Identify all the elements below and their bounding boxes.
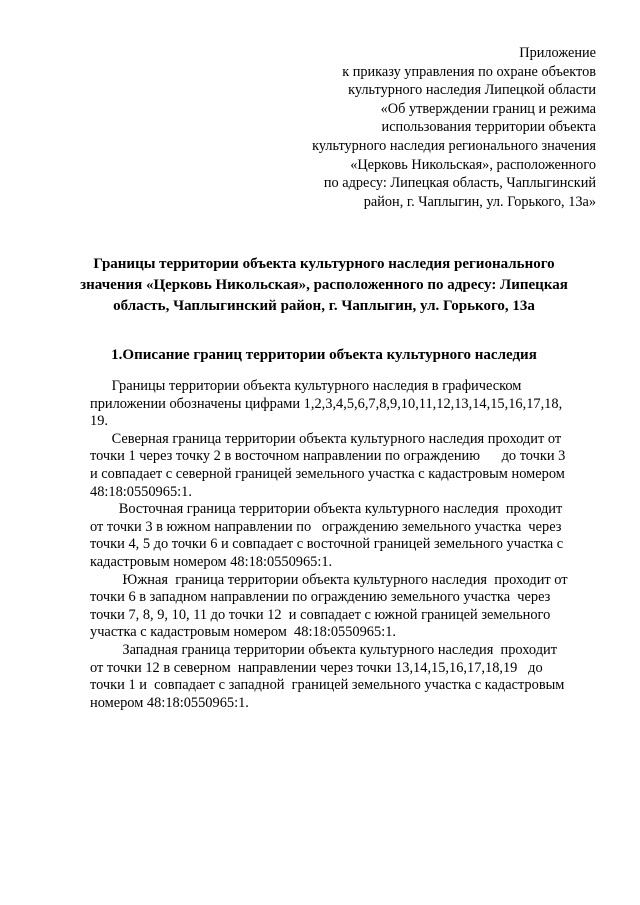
- appendix-line: «Об утверждении границ и режима: [380, 100, 596, 117]
- body-text: [90, 378, 610, 712]
- title-line: значения «Церковь Никольская», расположенного по адресу: Липецкая: [80, 277, 568, 293]
- paragraph-line: и совпадает с северной границей земельного участка с кадастровым номером: [90, 465, 565, 482]
- title-line: область, Чаплыгинский район, г. Чаплыгин, ул. Горького, 13а: [113, 298, 535, 314]
- appendix-header: [256, 44, 596, 211]
- appendix-line: Приложение: [519, 45, 596, 61]
- paragraph-line: Восточная граница территории объекта культурного наследия проходит: [90, 501, 563, 518]
- paragraph-line: точки 1 через точку 2 в восточном направлении по ограждению до точки 3: [90, 448, 566, 465]
- paragraph-line: точки 1 и совпадает с западной границей земельного участка с кадастровым: [90, 677, 565, 694]
- paragraph-line: приложении обозначены цифрами 1,2,3,4,5,6,7,8,9,10,11,12,13,14,15,16,17,18,: [90, 395, 563, 412]
- paragraph-line: точки 6 в западном направлении по ограждению земельного участка через: [90, 589, 551, 606]
- paragraph-line: от точки 12 в северном направлении через точки 13,14,15,16,17,18,19 до: [90, 659, 543, 676]
- paragraph-line: кадастровым номером 48:18:0550965:1.: [90, 553, 333, 570]
- appendix-line: район, г. Чаплыгин, ул. Горького, 13а»: [363, 193, 596, 210]
- appendix-line: культурного наследия Липецкой области: [348, 82, 596, 99]
- paragraph-north-boundary: [90, 431, 610, 501]
- paragraph-line: точки 7, 8, 9, 10, 11 до точки 12 и совпадает с южной границей земельного: [90, 606, 551, 623]
- paragraph-line: 48:18:0550965:1.: [90, 483, 192, 500]
- document-title: [74, 254, 574, 317]
- paragraph-line: Южная граница территории объекта культурного наследия проходит от: [90, 571, 568, 588]
- appendix-line: культурного наследия регионального значения: [312, 137, 596, 154]
- appendix-line: использования территории объекта: [381, 119, 596, 136]
- title-line: Границы территории объекта культурного наследия регионального: [93, 256, 555, 272]
- paragraph-line: Западная граница территории объекта культурного наследия проходит: [90, 641, 558, 658]
- appendix-line: к приказу управления по охране объектов: [342, 63, 596, 80]
- paragraph-south-boundary: [90, 572, 610, 642]
- paragraph-line: 19.: [90, 413, 108, 430]
- paragraph-legend: [90, 378, 610, 431]
- paragraph-line: от точки 3 в южном направлении по ограждению земельного участка через: [90, 518, 562, 535]
- appendix-line: по адресу: Липецкая область, Чаплыгинский: [323, 175, 596, 192]
- section-heading: 1.Описание границ территории объекта культурного наследия: [111, 347, 537, 363]
- paragraph-east-boundary: [90, 501, 610, 571]
- paragraph-line: Северная граница территории объекта культурного наследия проходит от: [90, 430, 562, 447]
- paragraph-line: точки 4, 5 до точки 6 и совпадает с восточной границей земельного участка с: [90, 536, 564, 553]
- paragraph-west-boundary: [90, 642, 610, 712]
- paragraph-line: Границы территории объекта культурного наследия в графическом: [90, 378, 522, 394]
- paragraph-line: номером 48:18:0550965:1.: [90, 694, 249, 711]
- appendix-line: «Церковь Никольская», расположенного: [350, 156, 596, 173]
- paragraph-line: участка с кадастровым номером 48:18:0550965:1.: [90, 624, 396, 641]
